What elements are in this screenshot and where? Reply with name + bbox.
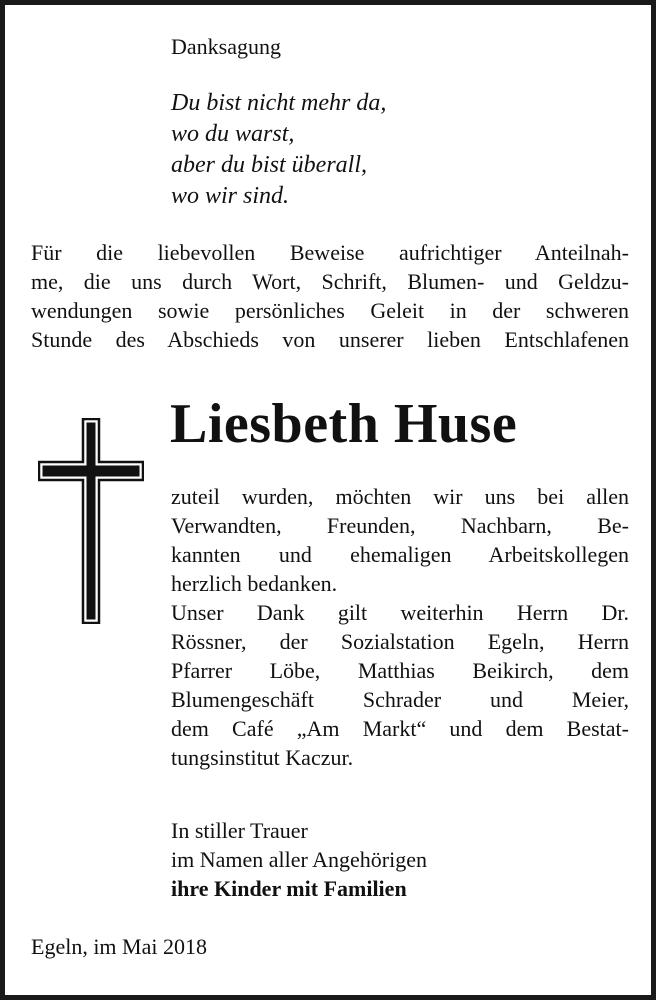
poem-line: aber du bist überall, — [171, 152, 367, 178]
body-line: Pfarrer Löbe, Matthias Beikirch, dem — [171, 658, 629, 683]
poem-line: wo du warst, — [171, 121, 295, 147]
intro-paragraph — [31, 238, 629, 354]
closing-line: im Namen aller Angehörigen — [171, 847, 427, 872]
intro-line: me, die uns durch Wort, Schrift, Blumen- und Geldzu- — [31, 269, 629, 294]
body-line: Rössner, der Sozialstation Egeln, Herrn — [171, 629, 629, 654]
body-line: tungsinstitut Kaczur. — [171, 745, 354, 770]
body-line: Verwandten, Freunden, Nachbarn, Be- — [171, 513, 629, 538]
intro-line: Für die liebevollen Beweise aufrichtiger Anteilnah- — [31, 240, 629, 265]
place-date: Egeln, im Mai 2018 — [31, 934, 207, 959]
signature: ihre Kinder mit Familien — [171, 876, 407, 901]
body-line: Unser Dank gilt weiterhin Herrn Dr. — [171, 600, 629, 625]
intro-line: Stunde des Abschieds von unserer lieben Entschlafenen — [31, 327, 629, 352]
cross-icon — [38, 418, 144, 624]
body-line: dem Café „Am Markt“ und dem Bestat- — [171, 716, 629, 741]
closing-block — [171, 816, 427, 903]
notice-heading: Danksagung — [171, 34, 281, 59]
poem-line: wo wir sind. — [171, 183, 290, 209]
thanks-paragraph — [171, 482, 629, 772]
body-line: kannten und ehemaligen Arbeitskollegen — [171, 542, 629, 567]
poem — [171, 88, 386, 212]
body-line: herzlich bedanken. — [171, 571, 338, 596]
body-line: Blumengeschäft Schrader und Meier, — [171, 687, 629, 712]
body-line: zuteil wurden, möchten wir uns bei allen — [171, 484, 629, 509]
closing-line: In stiller Trauer — [171, 818, 308, 843]
deceased-name: Liesbeth Huse — [170, 393, 518, 455]
poem-line: Du bist nicht mehr da, — [171, 90, 387, 116]
intro-line: wendungen sowie persönliches Geleit in der schweren — [31, 298, 629, 323]
